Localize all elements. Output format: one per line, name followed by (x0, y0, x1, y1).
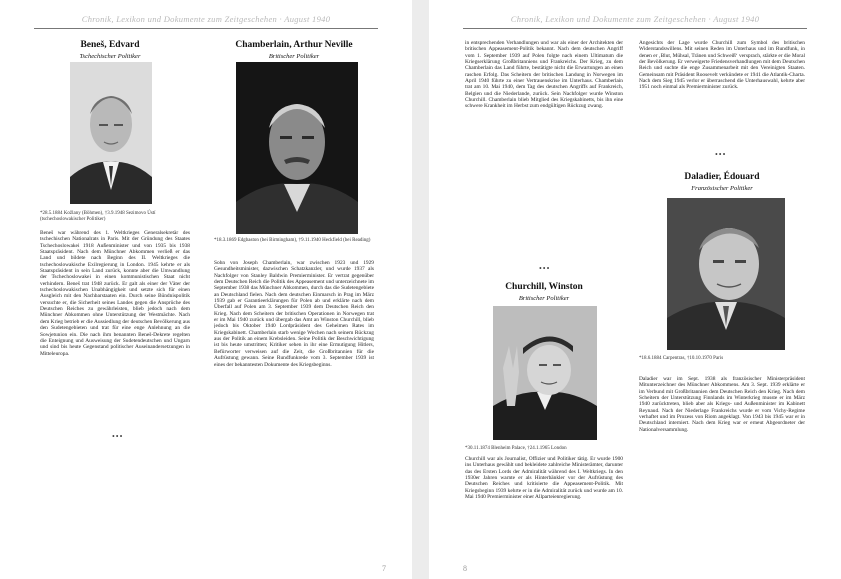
chamberlain-name: Chamberlain, Arthur Neville (235, 40, 353, 50)
benes-role: Tschechischer Politiker (79, 53, 141, 60)
right-page (429, 0, 841, 579)
daladier-biography (639, 376, 805, 526)
benes-portrait (70, 62, 152, 204)
daladier-role: Französischer Politiker (691, 185, 753, 192)
daladier-caption: *18.6.1884 Carpentras, †10.10.1970 Paris (639, 356, 724, 361)
churchill-name: Churchill, Winston (505, 282, 583, 292)
daladier-portrait (667, 198, 785, 350)
benes-portrait-image (70, 62, 152, 204)
churchill-continued (639, 40, 805, 140)
benes-biography (40, 230, 190, 430)
churchill-continued-text: Angesichts der Lage wurde Churchill zum Symbol des britischen Widerstandswillens. Mit seinen Reden im Unterhaus und im Rundfunk, in denen er ‚Blut, Mühsal, Tränen und Schweiß‘ versprach, stärkte er die Moral der Bevölkerung. Er verweigerte Friedensverhandlungen mit dem Deutschen Reich und suchte die enge Zusammenarbeit mit den Vereinigten Staaten. Gemeinsam mit Präsident Roosevelt verkündete er 1941 die Atlantik-Charta. Nach dem Sieg 1945 verlor er überraschend die Unterhauswahl, kehrte aber 1951 noch einmal als Premierminister zurück. (639, 40, 805, 91)
running-title-right: Chronik, Lexikon und Dokumente zum Zeitgeschehen · August 1940 (510, 14, 760, 24)
running-title: Chronik, Lexikon und Dokumente zum Zeitgeschehen · August 1940 (81, 14, 331, 24)
section-separator-right-2: ••• (715, 150, 727, 159)
churchill-text: Churchill war als Journalist, Offizier und Politiker tätig. Er wurde 1900 ins Unterhaus gewählt und bekleidete zahlreiche Ministerämter, darunter das des Ersten Lords der Admiralität während des I. Weltkriegs. In den 1930er Jahren warnte er als Hinterbänkler vor der Aufrüstung des Deutschen Reiches und kritisierte die Appeasement-Politik. Mit Kriegsbeginn 1939 kehrte er in die Admiralität zurück und wurde am 10. Mai 1940 Premierminister einer Allparteienregierung. (465, 456, 623, 501)
chamberlain-continued-text: in entsprechenden Verhandlungen und war als einer der Architekten der britischen Appeasement-Politik bekannt. Nach dem deutschen Angriff vom 1. September 1939 auf Polen folgte nach einem Ultimatum die Kriegserklärung Großbritanniens und Frankreichs. Der Krieg, zu dem Chamberlain das Land führte, bestätigte nicht die Erwartungen an einen raschen Erfolg. Das Scheitern der britischen Landung in Norwegen im April 1940 führte zu einer Vertrauenskrise im Unterhaus. Chamberlain trat am 10. Mai 1940, dem Tag des deutschen Angriffs auf Frankreich, Belgien und die Niederlande, zurück. Sein Nachfolger wurde Winston Churchill. Chamberlain blieb Mitglied des Kriegskabinetts, bis ihn eine schwere Krankheit im Herbst zum endgültigen Rückzug zwang. (465, 40, 623, 110)
chamberlain-continued (465, 40, 623, 262)
chamberlain-role: Britischer Politiker (268, 53, 320, 60)
header-rule (34, 28, 378, 29)
churchill-biography (465, 456, 623, 564)
chamberlain-portrait-image (236, 62, 358, 234)
churchill-caption: *30.11.1874 Blenheim Palace, †24.1.1965 London (465, 446, 567, 451)
chamberlain-caption: *18.3.1869 Edgbaston (bei Birmingham), †9.11.1940 Heckfield (bei Reading) (214, 238, 371, 243)
chamberlain-text: Sohn von Joseph Chamberlain, war zwischen 1923 und 1929 Gesundheitsminister, dazwischen Schatzkanzler, und wurde 1937 als Nachfolger von Stanley Baldwin Premierminister. Er vertrat gegenüber dem Deutschen Reich die Politik des Appeasement und unterzeichnete im September 1938 das Münchner Abkommen, durch das die Sudetengebiete an Deutschland fielen. Nach dem deutschen Einmarsch in Prag im März 1939 gab er Garantieerklärungen für Polen ab und erklärte nach dem Überfall auf Polen am 3. September 1939 dem Deutschen Reich den Krieg. Nach dem Scheitern der britischen Operationen in Norwegen trat er im Mai 1940 zurück und übergab das Amt an Winston Churchill, blieb jedoch bis Oktober 1940 Lordpräsident des Geheimen Rates im Kriegskabinett. Chamberlain starb wenige Wochen nach seinem Rückzug aus der Politik an einem Krebsleiden. Seine Politik der Beschwichtigung ist bis heute umstritten; Kritiker sehen in ihr eine Ermutigung Hitlers, Befürworter verweisen auf die Zeit, die Großbritannien für die Aufrüstung gewann. Seine Rundfunkrede vom 3. September 1939 ist eines der bekanntesten Dokumente des Kriegsbeginns. (214, 260, 374, 368)
daladier-portrait-image (667, 198, 785, 350)
header-rule-right (463, 28, 807, 29)
chamberlain-biography (214, 260, 374, 560)
daladier-name: Daladier, Édouard (684, 172, 760, 182)
daladier-text: Daladier war im Sept. 1938 als französischer Ministerpräsident Mitunterzeichner des Münchner Abkommens. Am 3. Sept. 1939 erklärte er im Verbund mit Großbritannien dem Deutschen Reich den Krieg. Nach dem Scheitern der Unterstützung Finnlands im Winterkrieg musste er im März 1940 zurücktreten, blieb aber als Kriegs- und Außenminister im Kabinett Reynaud. Nach der Niederlage Frankreichs wurde er vom Vichy-Regime verhaftet und im Prozess von Riom angeklagt. Von 1943 bis 1945 war er in Deutschland interniert. Nach dem Krieg war er erneut Abgeordneter der Nationalversammlung. (639, 376, 805, 433)
benes-caption: *28.5.1884 Kožlany (Böhmen), †3.9.1948 Sezimovo Ústí (tschechoslowakischer Politiker) (40, 211, 156, 222)
left-page (0, 0, 412, 579)
page-number-right: 8 (463, 564, 467, 573)
page-number-left: 7 (382, 564, 386, 573)
section-separator: ••• (112, 432, 124, 441)
churchill-role: Britischer Politiker (518, 295, 570, 302)
section-separator-right-1: ••• (539, 264, 551, 273)
churchill-portrait-image (493, 306, 597, 440)
benes-text: Beneš war während des 1. Weltkrieges Generalsekretär des tschechischen Nationalrats in Paris. Mit der Gründung des Staates Tschechoslowakei 1918 Außenminister und von 1935 bis 1938 Staatspräsident. Nach dem Münchner Abkommen verließ er das Land und bildete nach Beginn des II. Weltkrieges die tschechoslowakische Exilregierung in London. 1945 kehrte er als Staatspräsident in sein Land zurück, konnte aber die Umwandlung der Tschechoslowakei in einen kommunistischen Staat nicht verhindern. Beneš trat 1948 zurück. Er galt als einer der Väter der tschechoslowakischen Unabhängigkeit und setzte sich für einen Ausgleich mit den Nachbarstaaten ein. Durch seine Bündnispolitik versuchte er, die Sicherheit seines Landes gegen die Ansprüche des Deutschen Reiches zu gewährleisten, blieb jedoch nach dem Münchner Abkommen ohne Unterstützung der Westmächte. Nach dem Krieg betrieb er die Aussiedlung der deutschen Bevölkerung aus den Sudetengebieten und trat für eine enge Anlehnung an die Sowjetunion ein. Die nach ihm benannten Beneš-Dekrete regelten die Enteignung und Ausweisung der Sudetendeutschen und Ungarn und sind bis heute Gegenstand politischer Auseinandersetzungen in Mitteleuropa. (40, 230, 190, 357)
churchill-portrait (493, 306, 597, 440)
chamberlain-portrait (236, 62, 358, 234)
benes-name: Beneš, Edvard (80, 40, 140, 50)
